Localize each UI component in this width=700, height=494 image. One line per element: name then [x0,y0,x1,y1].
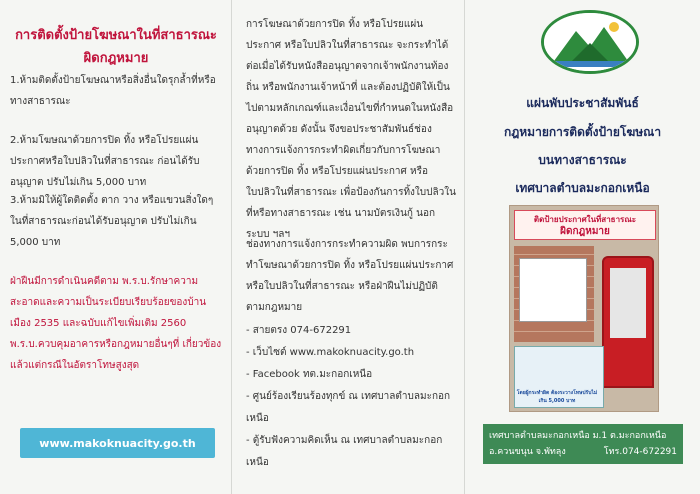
illegal-posting-poster [509,205,659,412]
panel-left [0,0,232,494]
brochure-heading-2: กฎหมายการติดตั้งป้ายโฆษณา [503,125,662,139]
channel-facebook: - Facebook ทต.มะกอกเหนือ [246,369,373,380]
poster-title-1: ติดป้ายประกาศในที่สาธารณะ [533,215,637,224]
channel-website: - เว็บไซต์ www.makoknuacity.go.th [246,347,415,358]
phone-booth-image [602,256,654,388]
footer-address-line1: เทศบาลตำบลมะกอกเหนือ ม.1 ต.มะกอกเหนือ [489,431,667,441]
panel-left-title-line2: ผิดกฎหมาย [83,51,149,66]
middle-paragraph-1: การโฆษณาด้วยการปิด ทิ้ง หรือโปรยแผ่นประกาศ หรือใบปลิวในที่สาธารณะ จะกระทำได้ต่อเมื่อได้รับหนังสืออนุญาตจากเจ้าพนักงานท้องถิ่น หรือพนักงานเจ้าหน้าที่ และต้องปฏิบัติให้เป็นไปตามหลักเกณฑ์และเงื่อนไขที่กำหนดในหนังสืออนุญาตด้วย ดังนั้น จึงขอประชาสัมพันธ์ช่องทางการแจ้งการกระทำผิดเกี่ยวกับการโฆษณาด้วยการปิด ทิ้ง หรือโปรยแผ่นประกาศ หรือใบปลิวในที่สาธารณะ เพื่อป้องกันการทิ้งใบปลิวในที่หรือทางสาธารณะ เช่น นามบัตรเงินกู้ นอกระบบ ฯลฯ [246,19,456,240]
footer-district: อ.ควนขนุน จ.พัทลุง [489,447,566,457]
channel-complaint-center: - ศูนย์ร้องเรียนร้องทุกข์ ณ เทศบาลตำบลมะกอกเหนือ [246,391,451,424]
channel-opinion-box: - ตู้รับฟังความคิดเห็น ณ เทศบาลตำบลมะกอกเหนือ [246,435,443,468]
poster-flyer-image [519,258,587,322]
rule-3: 3.ห้ามมิให้ผู้ใดติดตั้ง ตาก วาง หรือแขวนสิ่งใดๆ ในที่สาธารณะก่อนได้รับอนุญาต ปรับไม่เกิน 5,000 บาท [10,195,214,248]
middle-paragraph-2: ช่องทางการแจ้งการกระทำความผิด พบการกระทำโฆษณาด้วยการปิด ทิ้ง หรือโปรยแผ่นประกาศหรือใบปลิวในที่สาธารณะ หรือฝ่าฝืนไม่ปฏิบัติตามกฎหมาย [246,239,454,313]
panel-left-title-line1: การติดตั้งป้ายโฆษณาในที่สาธารณะ [15,28,217,43]
contact-footer [483,424,683,464]
municipality-logo [541,10,639,74]
mountain-seal-icon [544,13,636,71]
law-notice: ฝ่าฝืนมีการดำเนินคดีตาม พ.ร.บ.รักษาความสะอาดและความเป็นระเบียบเรียบร้อยของบ้านเมือง 2535 และฉบับแก้ไขเพิ่มเติม 2560 พ.ร.บ.ควบคุมอาคารหรือกฎหมายอื่นๆที่ เกี่ยวข้องแล้วแต่กรณีในอัตราโทษสูงสุด [10,276,222,371]
rule-1: 1.ห้ามติดตั้งป้ายโฆษณาหรือสิ่งอื่นใดรุกล้ำที่หรือทางสาธารณะ [10,75,216,107]
brochure-heading-1: แผ่นพับประชาสัมพันธ์ [526,96,639,110]
website-url-bar[interactable] [20,428,215,458]
brochure-heading-3: บนทางสาธารณะ [538,153,627,167]
report-channels-list [246,320,456,474]
footer-phone: โทร.074-672291 [603,447,677,457]
poster-title-2: ผิดกฎหมาย [560,226,610,237]
phone-booth-window [610,268,646,338]
poster-header [514,210,656,240]
poster-fine-text: โดยผู้กระทำผิด ต้องระวางโทษปรับไม่เกิน 5,000 บาท [516,390,598,404]
panel-middle [232,0,465,494]
rule-2: 2.ห้ามโฆษณาด้วยการปิด ทิ้ง หรือโปรยแผ่นประกาศหรือใบปลิวในที่สาธารณะ ก่อนได้รับอนุญาต ปรับไม่เกิน 5,000 บาท [10,135,200,188]
panel-right [465,0,700,494]
footer-address-line2 [489,444,677,460]
channel-hotline: - สายตรง 074-672291 [246,325,352,336]
brochure-heading-4: เทศบาลตำบลมะกอกเหนือ [515,181,650,195]
website-url-text[interactable]: www.makoknuacity.go.th [39,436,196,450]
